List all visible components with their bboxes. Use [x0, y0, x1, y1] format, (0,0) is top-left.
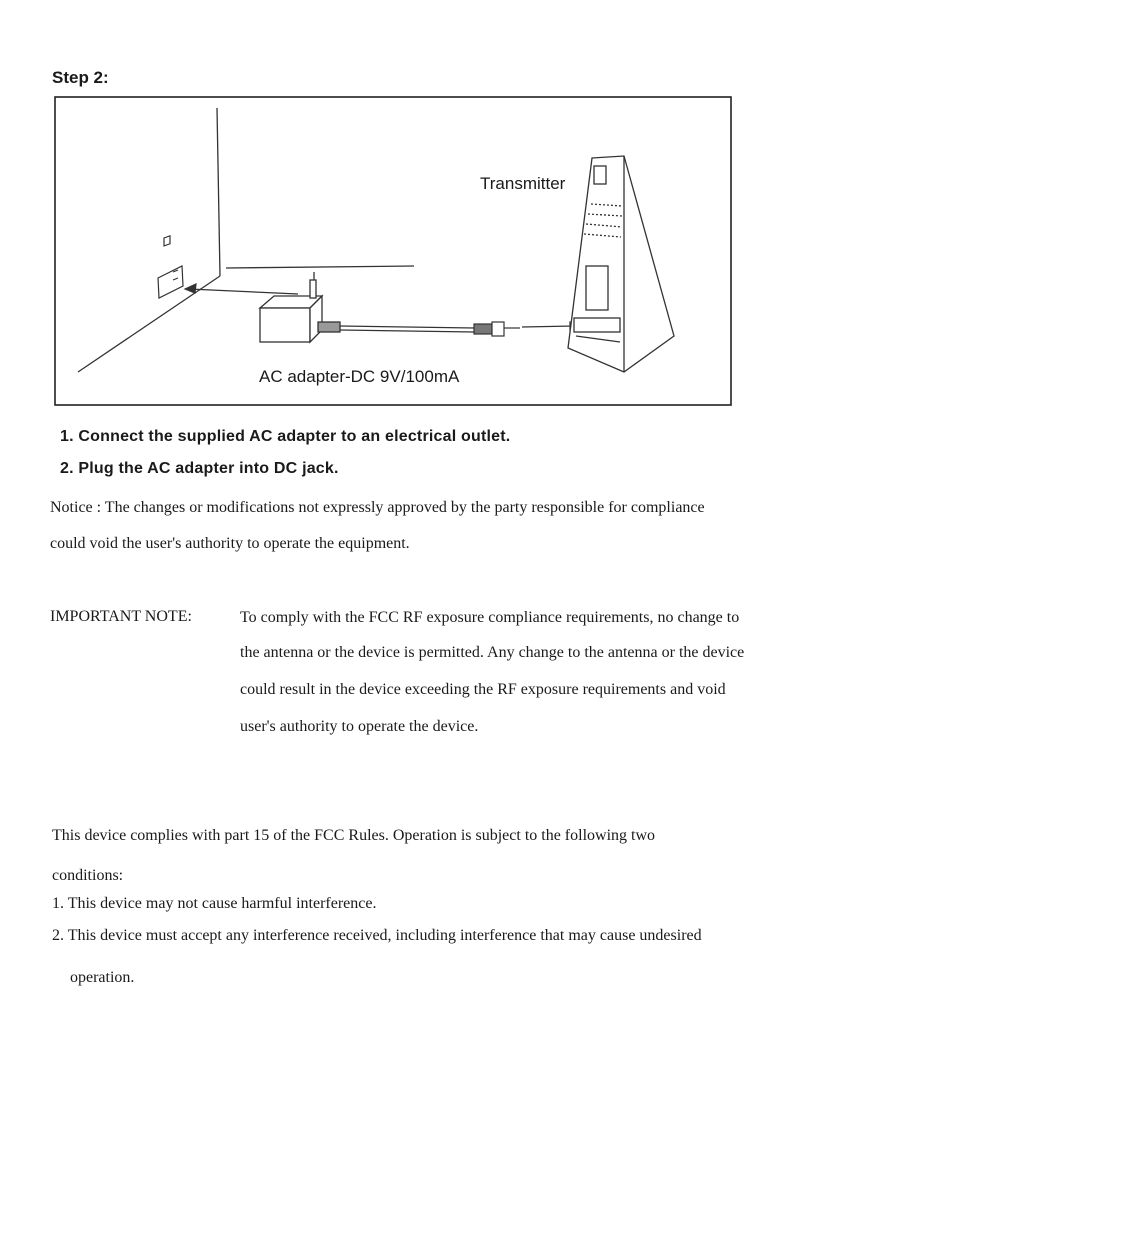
- fcc-condition-2-line-2: operation.: [70, 969, 135, 986]
- notice-line-1: Notice : The changes or modifications not expressly approved by the party responsible for compliance: [50, 499, 705, 516]
- instruction-1: 1. Connect the supplied AC adapter to an electrical outlet.: [60, 428, 511, 445]
- important-note-line-1: To comply with the FCC RF exposure compliance requirements, no change to: [240, 609, 740, 626]
- transmitter-icon: [568, 156, 674, 372]
- important-note-line-4: user's authority to operate the device.: [240, 718, 479, 735]
- ac-adapter-icon: [260, 272, 340, 342]
- adapter-label: AC adapter-DC 9V/100mA: [259, 367, 460, 386]
- step-title: Step 2:: [52, 68, 109, 87]
- fcc-intro-line-1: This device complies with part 15 of the FCC Rules. Operation is subject to the following two: [52, 827, 656, 844]
- important-note-line-2: the antenna or the device is permitted. Any change to the antenna or the device: [240, 644, 745, 661]
- plug-arrow: [185, 284, 298, 294]
- fcc-condition-2-line-1: 2. This device must accept any interference received, including interference that may cause undesired: [52, 927, 702, 944]
- fcc-condition-1: 1. This device may not cause harmful interference.: [52, 895, 377, 912]
- wall-outlet-icon: [158, 236, 183, 298]
- transmitter-label: Transmitter: [480, 174, 566, 193]
- dc-cable: [340, 322, 580, 336]
- instruction-2: 2. Plug the AC adapter into DC jack.: [60, 460, 339, 477]
- setup-illustration: [54, 96, 734, 410]
- notice-line-2: could void the user's authority to operate the equipment.: [50, 535, 410, 552]
- important-note-line-3: could result in the device exceeding the RF exposure requirements and void: [240, 681, 726, 698]
- important-note-label: IMPORTANT NOTE:: [50, 608, 192, 625]
- room-walls: [78, 108, 414, 372]
- fcc-intro-line-2: conditions:: [52, 867, 124, 884]
